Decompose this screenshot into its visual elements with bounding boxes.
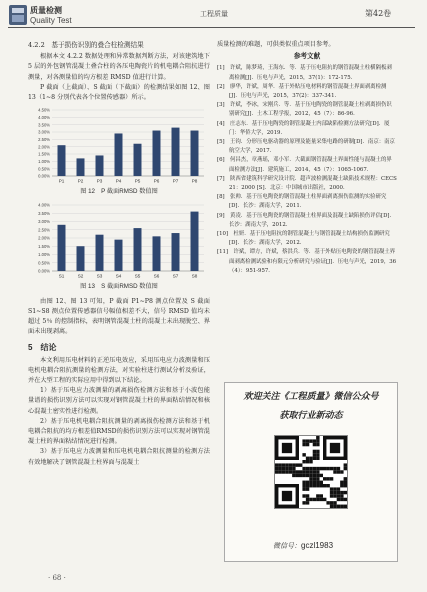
paragraph: 质量检测的难题，可供类似重点项目参考。 <box>217 41 335 48</box>
header-brand <box>30 6 72 26</box>
x-tick-label: S5 <box>134 273 141 279</box>
section-5-heading: 5 结论 <box>28 343 57 353</box>
references-list <box>217 64 397 276</box>
y-tick-label: 1.50% <box>38 244 50 250</box>
paragraph: 根据本文 4.2.2 数据处理和异常数据判断方法，对该建筑地下 5 层的外包钢管混凝土叠合柱的各压电陶瓷片的机电耦合阻抗进行测量，对各测量值的均方根差 RMSD 值进行计算。 <box>28 53 210 81</box>
reference-item: [2] 廖华，许斌，周华．基于外贴压电材料的钢管混凝土界面剥离检测[J]．压电与声光，2015，37(2)：337-341． <box>217 83 387 100</box>
wechat-label: 微信号： <box>273 542 301 550</box>
x-tick-label: S8 <box>191 273 198 279</box>
journal-name: 工程质量 <box>200 10 228 18</box>
x-tick-label: P5 <box>134 178 141 184</box>
chart-fig13 <box>28 201 208 281</box>
y-tick-label: 4.00% <box>38 115 50 121</box>
reference-item: [10] 杜妍．基于压电阻抗的钢管混凝土与钢管混凝土结构损伤监测研究[D]．长沙：湖南大学，2012． <box>217 231 390 247</box>
reference-item: [7] 陕西省建筑科学研究设计院．超声波检测混凝土缺陷技术规程：CECS 21：2000 [S]．北京：中国城市出版社，2000． <box>217 175 397 192</box>
brand-en: Quality Test <box>30 16 72 25</box>
y-tick-label: 3.50% <box>38 122 50 128</box>
reference-item: [6] 何昌杰，章燕瑶，邓小军．大截面钢管混凝土界面性能与混凝土的界面检测方法[J]．建筑施工，2014，45（7）：1065-1067． <box>217 157 392 173</box>
paragraph: P 截面（上截面）、S 截面（下截面）的检测结果如图 12、图 13（1~8 分别代表各个位置传感器）所示。 <box>28 83 210 102</box>
wechat-id <box>273 541 333 551</box>
x-tick-label: S2 <box>77 273 84 279</box>
bar-P5 <box>134 144 142 176</box>
y-tick-label: 1.50% <box>38 151 50 157</box>
wechat-ad-box <box>224 382 398 562</box>
header-rule <box>8 27 415 28</box>
y-tick-label: 0.50% <box>38 260 50 266</box>
journal-logo-icon <box>8 4 28 26</box>
bar-P1 <box>58 145 66 176</box>
bar-P2 <box>77 159 85 177</box>
x-tick-label: P7 <box>172 178 179 184</box>
bar-S1 <box>58 225 66 271</box>
y-tick-label: 0.50% <box>38 166 50 172</box>
chart-fig13-svg <box>28 201 208 281</box>
bar-S7 <box>172 233 180 271</box>
x-tick-label: S7 <box>172 273 179 279</box>
x-tick-label: S3 <box>96 273 103 279</box>
brand-cn: 质量检测 <box>30 6 62 15</box>
reference-item: [4] 庄志东．基于压电陶瓷的钢管混凝土内部缺陷检测方法研究[D]．厦门：华侨大学，2019． <box>217 120 390 136</box>
y-tick-label: 2.00% <box>38 236 50 242</box>
volume-number: 第42卷 <box>365 9 392 18</box>
bar-P8 <box>191 131 199 176</box>
chart-fig12 <box>28 106 208 186</box>
wechat-id-value: gczl1983 <box>301 541 334 550</box>
ad-line-2: 获取行业新动态 <box>279 411 343 421</box>
reference-item: [8] 张帅．基于压电陶瓷的钢管混凝土柱界面剥离损伤监测的实验研究[D]．长沙：湖南大学，2011． <box>217 194 387 210</box>
references-heading: 参考文献 <box>293 53 321 61</box>
bar-S8 <box>191 212 199 271</box>
bar-P3 <box>96 156 104 177</box>
y-tick-label: 2.50% <box>38 137 50 143</box>
y-tick-label: 3.00% <box>38 129 50 135</box>
reference-item: [5] 王钧．分形压电驱动器的原理及能量采集电路的研制[D]．南京：南京航空大学，2017． <box>217 139 395 155</box>
y-tick-label: 2.00% <box>38 144 50 150</box>
bar-S3 <box>96 235 104 271</box>
bar-S5 <box>134 229 142 272</box>
bar-P6 <box>153 131 161 176</box>
y-tick-label: 0.00% <box>38 173 50 179</box>
x-tick-label: S6 <box>153 273 160 279</box>
reference-item: [9] 黄凌．基于压电陶瓷的钢管混凝土柱界面及混凝土缺陷损伤评估[D]．长沙：湖南大学，2012． <box>217 212 395 228</box>
x-tick-label: P2 <box>77 178 84 184</box>
ad-line-1: 欢迎关注《工程质量》微信公众号 <box>243 392 379 402</box>
x-tick-label: S1 <box>58 273 65 279</box>
reference-item: [3] 许斌，李冰，宋刚兵．等．基于压电陶瓷的钢管混凝土柱剥离损伤识别研究[J]．土木工程学报，2012，45（7）：86-96． <box>217 102 392 118</box>
y-tick-label: 1.00% <box>38 159 50 165</box>
x-tick-label: P4 <box>115 178 122 184</box>
y-tick-label: 4.00% <box>38 203 50 209</box>
reference-item: [1] 许斌，陈梦琦，王海东．等．基于压电阻抗的钢管混凝土柱横隔板剥离检测[J]．压电与声光，2015，37(1)：172-175． <box>217 65 392 81</box>
bar-P4 <box>115 134 123 177</box>
y-tick-label: 3.50% <box>38 211 50 217</box>
paragraph: 3）基于压电应力波测量和压电机电耦合阻抗测量的检测方法有效地解决了钢管混凝土柱界面与混凝土 <box>28 448 210 466</box>
x-tick-label: P1 <box>58 178 65 184</box>
x-tick-label: P3 <box>96 178 103 184</box>
reference-item: [11] 许斌，谭方，许斌，蔡洪兵．等．基于外贴压电陶瓷的钢管混凝土界面剥离检测试验和有限元分析研究与验证[J]．压电与声光，2019，36（4）：951-957． <box>217 249 397 274</box>
paragraph: 1）基于压电应力波测量的剥离损伤检测方法和基于小波包能量谱的损伤识别方法可以实现对钢管混凝土柱的界面粘结情况和核心混凝土密实性进行检测。 <box>28 387 210 415</box>
figure-13-caption: 图 13 S 截面RMSD 数值图 <box>80 283 158 291</box>
section-4-2-2-heading: 4.2.2 基于损伤识别的叠合柱检测结果 <box>28 41 144 49</box>
left-column <box>28 40 210 468</box>
x-tick-label: P6 <box>153 178 160 184</box>
bar-S2 <box>77 247 85 272</box>
paragraph: 本文利用压电材料的正逆压电效应，采用压电应力波测量和压电机电耦合阻抗测量的检测方法，对实验柱进行测试分析及验证，并在大型工程的实际应用中得到以下结论。 <box>28 356 210 385</box>
page-number: · 68 · <box>48 574 66 582</box>
x-tick-label: P8 <box>191 178 198 184</box>
y-tick-label: 0.00% <box>38 269 50 275</box>
paragraph: 2）基于压电机电耦合阻抗测量的剥离损伤检测方法和基于机电耦合阻抗的均方根差值RMSD的损伤识别方法可以实现对钢管混凝土柱的界面粘结情况进行检测。 <box>28 417 210 446</box>
figure-12-caption: 图 12 P 截面RMSD 数值图 <box>80 188 158 196</box>
x-tick-label: S4 <box>115 273 122 279</box>
bar-S6 <box>153 237 161 272</box>
chart-fig12-svg <box>28 106 208 186</box>
bar-S4 <box>115 240 123 271</box>
bar-P7 <box>172 128 180 176</box>
y-tick-label: 3.00% <box>38 219 50 225</box>
y-tick-label: 4.50% <box>38 107 50 113</box>
qr-code-icon <box>274 435 348 509</box>
paragraph: 由图 12、图 13 可知，P 截面 P1~P8 测点位置及 S 截面 S1~S8 测点位置传感器信号幅值相差不大，信号 RMSD 值均未超过 5％ 的控制指标，表明钢管混凝土柱的混凝土未出现脱空、界面未出现剥离。 <box>28 297 210 336</box>
y-tick-label: 1.00% <box>38 252 50 258</box>
right-column <box>217 40 397 276</box>
y-tick-label: 2.50% <box>38 227 50 233</box>
